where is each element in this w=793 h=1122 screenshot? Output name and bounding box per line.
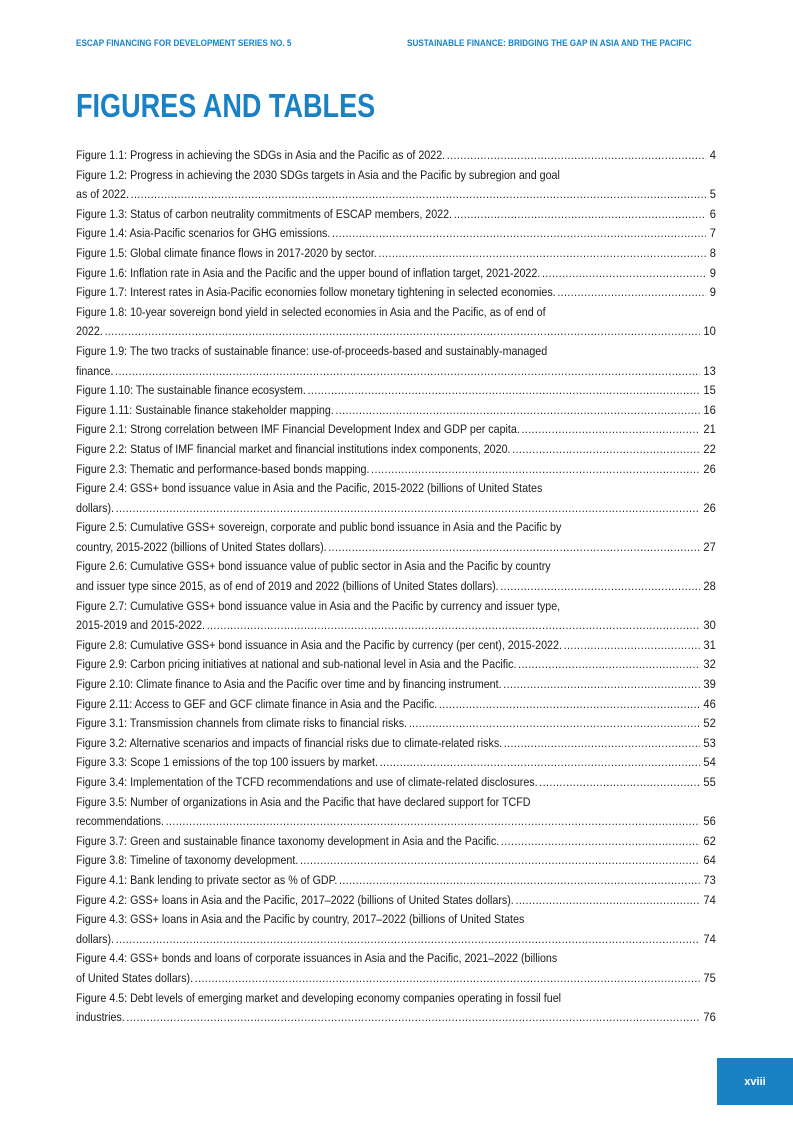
toc-entry-line: Figure 1.10: The sustainable finance ecosystem. . . . bbox=[76, 381, 715, 401]
toc-entry-line: Figure 1.3: Status of carbon neutrality commitments of ESCAP members, 2022. . . . bbox=[76, 205, 715, 225]
toc-entry-text bbox=[76, 146, 715, 166]
toc-entry-page: 9 bbox=[706, 283, 716, 303]
toc-entry-line: finance. . . . bbox=[76, 362, 715, 382]
toc-entry-page: 15 bbox=[700, 381, 716, 401]
toc-entry-page: 64 bbox=[700, 851, 716, 871]
toc-entry-text bbox=[76, 773, 715, 793]
toc-entry-line: Figure 3.1: Transmission channels from climate risks to financial risks. . . . bbox=[76, 714, 715, 734]
toc-entry-page: 16 bbox=[700, 401, 716, 421]
toc-entry-line: Figure 2.10: Climate finance to Asia and the Pacific over time and by financing instrument. . . . bbox=[76, 675, 715, 695]
toc-entry-text bbox=[76, 675, 715, 695]
toc-entry[interactable] bbox=[76, 420, 716, 440]
toc-entry[interactable] bbox=[76, 734, 716, 754]
toc-entry-line: Figure 4.3: GSS+ loans in Asia and the Pacific by country, 2017–2022 (billions of United States bbox=[76, 912, 525, 927]
page-title: FIGURES AND TABLES bbox=[76, 87, 376, 124]
toc-entry-line: 2015-2019 and 2015-2022. . . . bbox=[76, 616, 715, 636]
toc-entry[interactable] bbox=[76, 851, 716, 871]
toc-entry[interactable] bbox=[76, 675, 716, 695]
toc-entry-text bbox=[76, 655, 715, 675]
toc-entry-line: Figure 4.2: GSS+ loans in Asia and the Pacific, 2017–2022 (billions of United States dollars). . . . bbox=[76, 891, 715, 911]
toc-entry-line: Figure 2.11: Access to GEF and GCF climate finance in Asia and the Pacific. . . . bbox=[76, 695, 715, 715]
toc-entry-line: recommendations. . . . bbox=[76, 812, 715, 832]
page-number-badge bbox=[717, 1058, 793, 1105]
toc-entry-line: Figure 3.8: Timeline of taxonomy development. . . . bbox=[76, 851, 715, 871]
toc-entry-page: 32 bbox=[700, 655, 716, 675]
toc-entry[interactable] bbox=[76, 557, 716, 596]
toc-entry-line: Figure 1.4: Asia-Pacific scenarios for GHG emissions. . . . bbox=[76, 224, 715, 244]
toc-entry-line: country, 2015-2022 (billions of United States dollars). . . . bbox=[76, 538, 715, 558]
toc-entry-page: 31 bbox=[700, 636, 716, 656]
toc-entry-page: 6 bbox=[706, 205, 716, 225]
toc-entry-text bbox=[76, 793, 715, 832]
toc-entry[interactable] bbox=[76, 264, 716, 284]
page-number: xviii bbox=[744, 1075, 766, 1088]
toc-entry[interactable] bbox=[76, 283, 716, 303]
toc-entry-text bbox=[76, 851, 715, 871]
toc-entry-page: 26 bbox=[700, 460, 716, 480]
toc-entry-line: and issuer type since 2015, as of end of 2019 and 2022 (billions of United States dollars). . . . bbox=[76, 577, 715, 597]
toc-entry-text bbox=[76, 753, 715, 773]
toc-entry-page: 76 bbox=[700, 1008, 716, 1028]
toc-entry-line: Figure 2.4: GSS+ bond issuance value in Asia and the Pacific, 2015-2022 (billions of United States bbox=[76, 481, 543, 496]
toc-entry-text bbox=[76, 597, 715, 636]
toc-entry-text bbox=[76, 636, 715, 656]
toc-entry-page: 62 bbox=[700, 832, 716, 852]
toc-entry-page: 9 bbox=[706, 264, 716, 284]
toc-entry[interactable] bbox=[76, 753, 716, 773]
toc-entry[interactable] bbox=[76, 989, 716, 1028]
toc-entry[interactable] bbox=[76, 460, 716, 480]
toc-entry-text bbox=[76, 518, 715, 557]
toc-entry-text bbox=[76, 557, 715, 596]
toc-entry-text bbox=[76, 460, 715, 480]
toc-entry-text bbox=[76, 949, 715, 988]
toc-entry-page: 30 bbox=[700, 616, 716, 636]
toc-entry-page: 22 bbox=[700, 440, 716, 460]
toc-entry-line: Figure 3.5: Number of organizations in Asia and the Pacific that have declared support for TCFD bbox=[76, 794, 531, 809]
toc-entry-line: Figure 1.9: The two tracks of sustainable finance: use-of-proceeds-based and sustainably-managed bbox=[76, 343, 548, 358]
toc-entry-page: 28 bbox=[700, 577, 716, 597]
toc-entry-line: as of 2022. . . . bbox=[76, 185, 715, 205]
toc-entry-page: 4 bbox=[706, 146, 716, 166]
toc-entry-line: Figure 2.5: Cumulative GSS+ sovereign, corporate and public bond issuance in Asia and the Pacific by bbox=[76, 520, 562, 535]
toc-entry-page: 39 bbox=[700, 675, 716, 695]
toc-entry-line: Figure 1.6: Inflation rate in Asia and the Pacific and the upper bound of inflation target, 2021-2022. . . . bbox=[76, 264, 715, 284]
toc-entry[interactable] bbox=[76, 793, 716, 832]
toc-entry[interactable] bbox=[76, 695, 716, 715]
toc-entry-page: 8 bbox=[706, 244, 716, 264]
toc-entry[interactable] bbox=[76, 655, 716, 675]
toc-entry-line: Figure 2.9: Carbon pricing initiatives at national and sub-national level in Asia and the Pacific. . . . bbox=[76, 655, 715, 675]
toc-entry-text bbox=[76, 166, 715, 205]
toc-entry-line: dollars). . . . bbox=[76, 499, 715, 519]
toc-entry-page: 54 bbox=[700, 753, 716, 773]
toc-entry[interactable] bbox=[76, 636, 716, 656]
toc-entry-text bbox=[76, 479, 715, 518]
toc-entry[interactable] bbox=[76, 949, 716, 988]
toc-entry[interactable] bbox=[76, 166, 716, 205]
toc-entry-line: Figure 3.3: Scope 1 emissions of the top 100 issuers by market. . . . bbox=[76, 753, 715, 773]
toc-entry-page: 21 bbox=[700, 420, 716, 440]
toc-entry-text bbox=[76, 989, 715, 1028]
toc-entry-page: 27 bbox=[700, 538, 716, 558]
toc-entry[interactable] bbox=[76, 205, 716, 225]
toc-entry-line: 2022. . . . bbox=[76, 322, 715, 342]
toc-entry-text bbox=[76, 871, 715, 891]
toc-entry-text bbox=[76, 891, 715, 911]
toc-entry-text bbox=[76, 714, 715, 734]
running-header-left: ESCAP FINANCING FOR DEVELOPMENT SERIES NO. 5 bbox=[76, 38, 292, 49]
toc-entry-line: Figure 1.5: Global climate finance flows in 2017-2020 by sector. . . . bbox=[76, 244, 715, 264]
toc-entry[interactable] bbox=[76, 832, 716, 852]
toc-entry-page: 26 bbox=[700, 499, 716, 519]
toc-entry[interactable] bbox=[76, 891, 716, 911]
toc-entry-text bbox=[76, 303, 715, 342]
toc-entry-line: Figure 2.3: Thematic and performance-based bonds mapping. . . . bbox=[76, 460, 715, 480]
toc-entry-line: Figure 2.7: Cumulative GSS+ bond issuance value in Asia and the Pacific by currency and issuer type, bbox=[76, 598, 561, 613]
toc-entry-page: 52 bbox=[700, 714, 716, 734]
toc-entry-page: 55 bbox=[700, 773, 716, 793]
toc-entry-line: Figure 1.2: Progress in achieving the 2030 SDGs targets in Asia and the Pacific by subregion and goal bbox=[76, 167, 560, 182]
toc-entry-line: Figure 3.2: Alternative scenarios and impacts of financial risks due to climate-related risks. . . . bbox=[76, 734, 715, 754]
toc-entry-page: 56 bbox=[700, 812, 716, 832]
toc-entry[interactable] bbox=[76, 871, 716, 891]
figures-list bbox=[76, 146, 716, 1028]
toc-entry[interactable] bbox=[76, 146, 716, 166]
toc-entry[interactable] bbox=[76, 244, 716, 264]
toc-entry-page: 13 bbox=[700, 362, 716, 382]
toc-entry-page: 75 bbox=[700, 969, 716, 989]
running-header-right: SUSTAINABLE FINANCE: BRIDGING THE GAP IN ASIA AND THE PACIFIC bbox=[407, 38, 692, 49]
toc-entry-line: Figure 2.1: Strong correlation between IMF Financial Development Index and GDP per capita. . . . bbox=[76, 420, 715, 440]
toc-entry-line: Figure 3.7: Green and sustainable finance taxonomy development in Asia and the Pacific. . . . bbox=[76, 832, 715, 852]
toc-entry-line: industries. . . . bbox=[76, 1008, 715, 1028]
toc-entry-page: 53 bbox=[700, 734, 716, 754]
toc-entry-line: Figure 4.4: GSS+ bonds and loans of corporate issuances in Asia and the Pacific, 2021–2022 (billions bbox=[76, 951, 558, 966]
toc-entry-text bbox=[76, 224, 715, 244]
toc-entry-page: 10 bbox=[700, 322, 716, 342]
toc-entry-page: 74 bbox=[700, 930, 716, 950]
toc-entry-text bbox=[76, 910, 715, 949]
toc-entry-text bbox=[76, 244, 715, 264]
toc-entry-text bbox=[76, 381, 715, 401]
toc-entry[interactable] bbox=[76, 303, 716, 342]
toc-entry-page: 46 bbox=[700, 695, 716, 715]
toc-entry-line: Figure 2.8: Cumulative GSS+ bond issuance in Asia and the Pacific by currency (per cent), 2015-2022. . . . bbox=[76, 636, 715, 656]
toc-entry-text bbox=[76, 283, 715, 303]
toc-entry-text bbox=[76, 695, 715, 715]
toc-entry-line: Figure 1.1: Progress in achieving the SDGs in Asia and the Pacific as of 2022. . . . bbox=[76, 146, 715, 166]
toc-entry[interactable] bbox=[76, 479, 716, 518]
toc-entry-line: Figure 2.2: Status of IMF financial market and financial institutions index components, 2020. . . . bbox=[76, 440, 715, 460]
toc-entry[interactable] bbox=[76, 381, 716, 401]
toc-entry-text bbox=[76, 401, 715, 421]
toc-entry[interactable] bbox=[76, 440, 716, 460]
toc-entry-text bbox=[76, 440, 715, 460]
toc-entry-page: 73 bbox=[700, 871, 716, 891]
toc-entry-text bbox=[76, 264, 715, 284]
toc-entry-page: 5 bbox=[706, 185, 716, 205]
toc-entry[interactable] bbox=[76, 597, 716, 636]
toc-entry[interactable] bbox=[76, 773, 716, 793]
toc-entry-line: Figure 4.5: Debt levels of emerging market and developing economy companies operating in fossil fuel bbox=[76, 990, 562, 1005]
toc-entry[interactable] bbox=[76, 518, 716, 557]
toc-entry-line: Figure 2.6: Cumulative GSS+ bond issuance value of public sector in Asia and the Pacific by country bbox=[76, 559, 551, 574]
toc-entry[interactable] bbox=[76, 224, 716, 244]
toc-entry-page: 7 bbox=[706, 224, 716, 244]
toc-entry-text bbox=[76, 832, 715, 852]
toc-entry-text bbox=[76, 205, 715, 225]
toc-entry-line: dollars). . . . bbox=[76, 930, 715, 950]
toc-entry-line: Figure 1.11: Sustainable finance stakeholder mapping. . . . bbox=[76, 401, 715, 421]
toc-entry-text bbox=[76, 342, 715, 381]
toc-entry-line: Figure 3.4: Implementation of the TCFD recommendations and use of climate-related disclosures. . . . bbox=[76, 773, 715, 793]
toc-entry[interactable] bbox=[76, 342, 716, 381]
toc-entry[interactable] bbox=[76, 910, 716, 949]
toc-entry-line: Figure 4.1: Bank lending to private sector as % of GDP. . . . bbox=[76, 871, 715, 891]
toc-entry-line: Figure 1.7: Interest rates in Asia-Pacific economies follow monetary tightening in selected economies. . . . bbox=[76, 283, 715, 303]
toc-entry-line: Figure 1.8: 10-year sovereign bond yield in selected economies in Asia and the Pacific, as of end of bbox=[76, 304, 546, 319]
toc-entry-text bbox=[76, 420, 715, 440]
toc-entry-text bbox=[76, 734, 715, 754]
toc-entry[interactable] bbox=[76, 714, 716, 734]
toc-entry-line: of United States dollars). . . . bbox=[76, 969, 715, 989]
toc-entry[interactable] bbox=[76, 401, 716, 421]
toc-entry-page: 74 bbox=[700, 891, 716, 911]
